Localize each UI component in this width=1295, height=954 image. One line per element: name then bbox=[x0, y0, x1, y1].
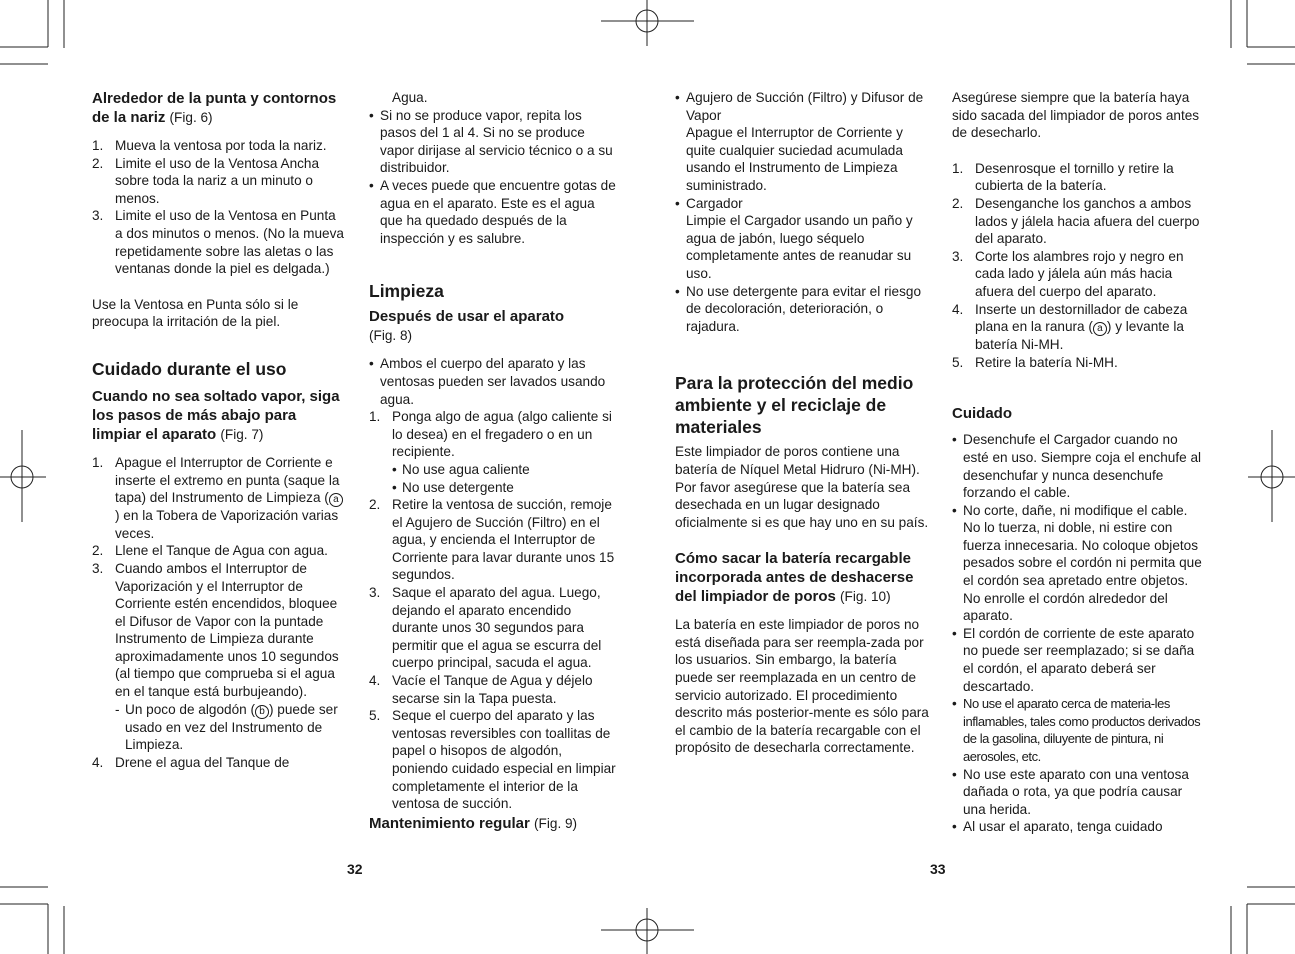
list-item: 1. Ponga algo de agua (algo caliente si lo desea) en el fregadero o en un recipiente. • No use agua caliente • No use detergente bbox=[369, 408, 621, 496]
list-item: 2. Limite el uso de la Ventosa Ancha sobre toda la nariz a un minuto o menos. bbox=[92, 155, 320, 206]
env-paragraph-1: Este limpiador de poros contiene una batería de Níquel Metal Hidruro (Ni-MH). bbox=[675, 444, 920, 477]
list-item: • El cordón de corriente de este aparato no puede ser reemplazado; si se daña el cordón, el aparato deberá ser descartado. bbox=[952, 625, 1195, 694]
list-item: • No use detergente para evitar el riesgo de decoloración, deterioración, o rajadura. bbox=[675, 283, 922, 334]
list-item: • Agujero de Succión (Filtro) y Difusor de Vapor Apague el Interruptor de Corriente y quite cualquier suciedad acumulada usando el Instrumento de Limpieza suministrado. bbox=[675, 90, 924, 193]
circled-letter-a: a bbox=[329, 493, 343, 507]
continued-text: Agua. bbox=[392, 90, 428, 105]
no-steam-steps bbox=[92, 454, 344, 772]
column-3 bbox=[675, 89, 929, 757]
env-paragraph-2: Por favor asegúrese que la batería sea desechada en un lugar designado oficialmente si es que hay uno en su país. bbox=[675, 479, 929, 530]
inspection-notes bbox=[369, 107, 621, 248]
list-item: • No use el aparato cerca de materia-les inflamables, tales como productos derivados de la gasolina, diluyente de pintura, ni aerosoles, etc. bbox=[952, 696, 1201, 764]
column-2 bbox=[369, 89, 621, 833]
list-item: 4. Inserte un destornillador de cabeza plana en la ranura ( a ) y levante la batería Ni-MH. bbox=[952, 301, 1188, 353]
list-item: 3. Saque el aparato del agua. Luego, dejando el aparato encendido durante unos 30 segundos para permitir que el agua se escurra del cuerpo principal, sacuda el agua. bbox=[369, 585, 602, 671]
list-item: 4. Drene el agua del Tanque de bbox=[92, 754, 290, 770]
heading-caution: Cuidado bbox=[952, 405, 1012, 423]
list-item: • Ambos el cuerpo del aparato y las ventosas pueden ser lavados usando agua. bbox=[369, 356, 606, 407]
list-item: 3. Cuando ambos el Interruptor de Vaporización y el Interruptor de Corriente estén encendidos, bloquee el Difusor de Vapor con la puntade Instrumento de Limpieza durante aproximadamente unos 10 segundos (al tiempo que comprueba si el agua en el tanque está burbujeando). - Un poco de algodón ( b ) puede ser usado en vez del Instrumento de Limpieza. bbox=[92, 560, 344, 754]
heading-after-use: Después de usar el aparato (Fig. 8) bbox=[369, 308, 565, 344]
circled-letter-b: b bbox=[255, 705, 269, 719]
list-item: 5. Seque el cuerpo del aparato y las ventosas reversibles con toallitas de papel o hisopos de algodón, poniendo cuidado especial en limpiar completamente el interior de la ventosa de succión. bbox=[369, 708, 616, 812]
list-item: 1. Apague el Interruptor de Corriente e inserte el extremo en punta (saque la tapa) del Instrumento de Limpieza ( a) en la Tobera de Vaporización varias veces. bbox=[92, 454, 344, 542]
cleaning-steps bbox=[369, 408, 621, 813]
list-item: • No corte, dañe, ni modifique el cable. No lo tuerza, ni doble, ni estire con fuerza innecesaria. No coloque objetos pesados sobre el cordón ni permita que el cordón sea apretado entre objetos. No enrolle el cordón alrededor del aparato. bbox=[952, 502, 1202, 624]
page-number-right: 33 bbox=[930, 861, 946, 877]
nose-note: Use la Ventosa en Punta sólo si le preocupa la irritación de la piel. bbox=[92, 296, 299, 330]
column-4 bbox=[952, 89, 1206, 836]
list-item: 2. Llene el Tanque de Agua con agua. bbox=[92, 543, 328, 559]
battery-intro: Asegúrese siempre que la batería haya sido sacada del limpiador de poros antes de desecharlo. bbox=[952, 90, 1200, 141]
circled-letter-a: a bbox=[1093, 322, 1107, 336]
list-item: 4. Vacíe el Tanque de Agua y déjelo secarse sin la Tapa puesta. bbox=[369, 673, 593, 706]
list-item: • Desenchufe el Cargador cuando no esté en uso. Siempre coja el enchufe al desenchufar y nunca desenchufe forzando el cable. bbox=[952, 432, 1202, 501]
heading-maintenance: Mantenimiento regular (Fig. 9) bbox=[369, 814, 578, 832]
heading-cleaning: Limpieza bbox=[369, 281, 444, 302]
list-item: 5. Retire la batería Ni-MH. bbox=[952, 354, 1118, 370]
list-item: 1. Desenrosque el tornillo y retire la cubierta de la batería. bbox=[952, 160, 1174, 194]
list-item: 3. Limite el uso de la Ventosa en Punta a dos minutos o menos. (No la mueva repetidamente sobre las aletas o las ventanas donde la piel es delgada.) bbox=[92, 208, 344, 277]
list-item: • Al usar el aparato, tenga cuidado bbox=[952, 819, 1163, 835]
heading-no-steam: Cuando no sea soltado vapor, siga los pasos de más abajo para limpiar el aparato (Fig. 7) bbox=[92, 387, 340, 443]
column-1 bbox=[92, 89, 344, 771]
battery-steps bbox=[952, 160, 1206, 372]
maintenance-notes bbox=[675, 89, 929, 335]
heading-nose: Alrededor de la punta y contornos de la nariz (Fig. 6) bbox=[92, 90, 337, 126]
after-use-notes bbox=[369, 355, 621, 408]
list-item: 2. Desenganche los ganchos a ambos lados y jálela hacia afuera del cuerpo del aparato. bbox=[952, 195, 1200, 247]
list-item: 2. Retire la ventosa de succión, remoje el Agujero de Succión (Filtro) en el agua, y encienda el Interruptor de Corriente para lavar durante unos 15 segundos. bbox=[369, 497, 615, 583]
nose-steps bbox=[92, 137, 344, 278]
list-item: • No use este aparato con una ventosa dañada o rota, ya que podría causar una herida. bbox=[952, 766, 1189, 817]
list-item: • A veces puede que encuentre gotas de agua en el aparato. Este es el agua que ha quedado después de la inspección y es salubre. bbox=[369, 177, 616, 246]
heading-remove-battery: Cómo sacar la batería recargable incorporada antes de deshacerse del limpiador de poros (Fig. 10) bbox=[675, 550, 914, 606]
list-item: • Cargador Limpie el Cargador usando un paño y agua de jabón, luego séquelo completamente antes de reanudar su uso. bbox=[675, 195, 913, 281]
heading-care: Cuidado durante el uso bbox=[92, 358, 287, 379]
remove-paragraph: La batería en este limpiador de poros no está diseñada para ser reempla-zada por los usuarios. Sin embargo, la batería puede ser reemplazada en un centro de servicio autorizado. El procedimiento descrito más posterior-mente es sólo para el cambio de la batería recargable con el propósito de desecharla correctamente. bbox=[675, 617, 929, 756]
sub-item: • No use agua caliente bbox=[392, 461, 530, 477]
list-item: 3. Corte los alambres rojo y negro en cada lado y jálela aún más hacia afuera del cuerpo del aparato. bbox=[952, 248, 1184, 299]
page-number-left: 32 bbox=[347, 861, 363, 877]
sub-note: - Un poco de algodón ( b ) puede ser usado en vez del Instrumento de Limpieza. bbox=[115, 701, 338, 753]
list-item: • Si no se produce vapor, repita los pasos del 1 al 4. Si no se produce vapor dirijase al servicio técnico o a su distribuidor. bbox=[369, 107, 613, 176]
caution-list bbox=[952, 431, 1206, 836]
heading-environment: Para la protección del medio ambiente y el reciclaje de materiales bbox=[675, 373, 914, 438]
list-item: 1. Mueva la ventosa por toda la nariz. bbox=[92, 138, 327, 153]
sub-item: • No use detergente bbox=[392, 479, 514, 495]
